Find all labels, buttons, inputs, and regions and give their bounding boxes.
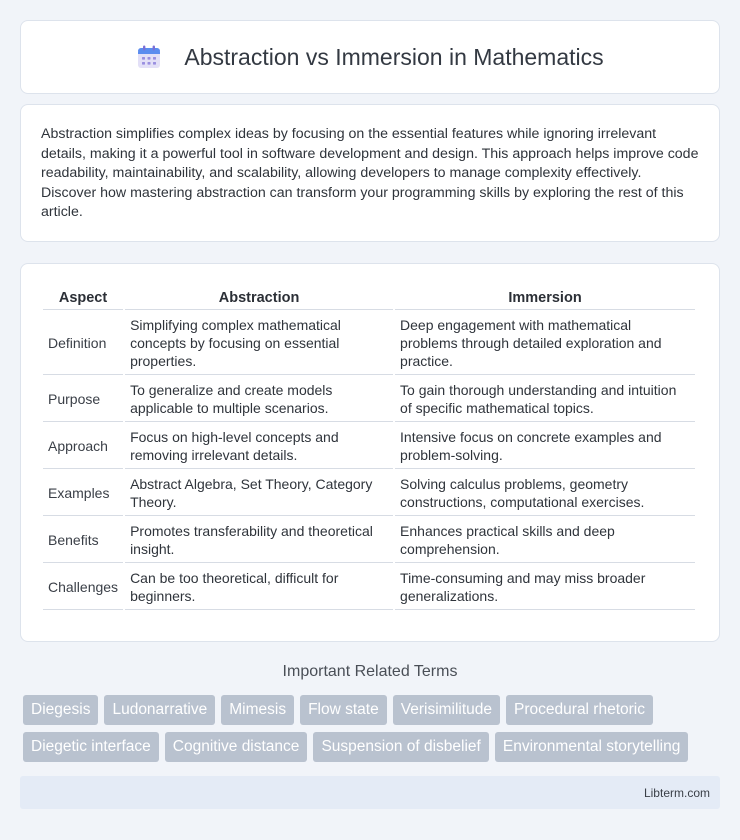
related-term-tag[interactable]: Diegesis (23, 695, 98, 725)
row-abstraction: Focus on high-level concepts and removing irrelevant details. (125, 424, 393, 469)
table-row (43, 424, 695, 469)
table-row (43, 518, 695, 563)
table-row (43, 377, 695, 422)
related-term-tag[interactable]: Ludonarrative (104, 695, 215, 725)
comparison-table-card (20, 263, 720, 642)
related-terms-list (23, 695, 723, 762)
intro-paragraph: Abstraction simplifies complex ideas by focusing on the essential features while ignoring irrelevant details, making it a powerful tool in software development and design. This approach helps improve code readability, maintainability, and scalability, allowing developers to manage complexity effectively. Discover how mastering abstraction can transform your programming skills by exploring the rest of this article. (41, 126, 699, 220)
row-aspect: Definition (43, 312, 123, 375)
row-aspect: Approach (43, 424, 123, 469)
footer (20, 776, 720, 809)
related-terms-title: Important Related Terms (282, 663, 458, 680)
related-term-tag[interactable]: Diegetic interface (23, 732, 159, 762)
row-aspect: Purpose (43, 377, 123, 422)
row-abstraction: Can be too theoretical, difficult for beginners. (125, 565, 393, 610)
calendar-icon (136, 44, 162, 70)
row-immersion: Deep engagement with mathematical problems through detailed exploration and practice. (395, 312, 695, 375)
table-row (43, 471, 695, 516)
intro-card (20, 104, 720, 242)
header-card (20, 20, 720, 94)
related-term-tag[interactable]: Cognitive distance (165, 732, 308, 762)
row-aspect: Examples (43, 471, 123, 516)
row-immersion: Time-consuming and may miss broader generalizations. (395, 565, 695, 610)
table-row (43, 565, 695, 610)
table-header-row (43, 286, 695, 310)
row-abstraction: To generalize and create models applicable to multiple scenarios. (125, 377, 393, 422)
row-abstraction: Abstract Algebra, Set Theory, Category Theory. (125, 471, 393, 516)
related-term-tag[interactable]: Flow state (300, 695, 387, 725)
related-term-tag[interactable]: Verisimilitude (393, 695, 500, 725)
page-title: Abstraction vs Immersion in Mathematics (184, 43, 604, 70)
related-term-tag[interactable]: Procedural rhetoric (506, 695, 653, 725)
row-aspect: Benefits (43, 518, 123, 563)
comparison-table (41, 284, 697, 612)
header-aspect: Aspect (43, 286, 123, 310)
row-immersion: To gain thorough understanding and intuition of specific mathematical topics. (395, 377, 695, 422)
table-row (43, 312, 695, 375)
row-immersion: Intensive focus on concrete examples and problem-solving. (395, 424, 695, 469)
footer-site-link[interactable]: Libterm.com (643, 785, 710, 800)
header-immersion: Immersion (395, 286, 695, 310)
row-abstraction: Promotes transferability and theoretical insight. (125, 518, 393, 563)
row-immersion: Solving calculus problems, geometry constructions, computational exercises. (395, 471, 695, 516)
row-aspect: Challenges (43, 565, 123, 610)
row-abstraction: Simplifying complex mathematical concepts by focusing on essential properties. (125, 312, 393, 375)
row-immersion: Enhances practical skills and deep comprehension. (395, 518, 695, 563)
related-term-tag[interactable]: Environmental storytelling (495, 732, 688, 762)
related-term-tag[interactable]: Mimesis (221, 695, 294, 725)
header-abstraction: Abstraction (125, 286, 393, 310)
related-term-tag[interactable]: Suspension of disbelief (313, 732, 488, 762)
